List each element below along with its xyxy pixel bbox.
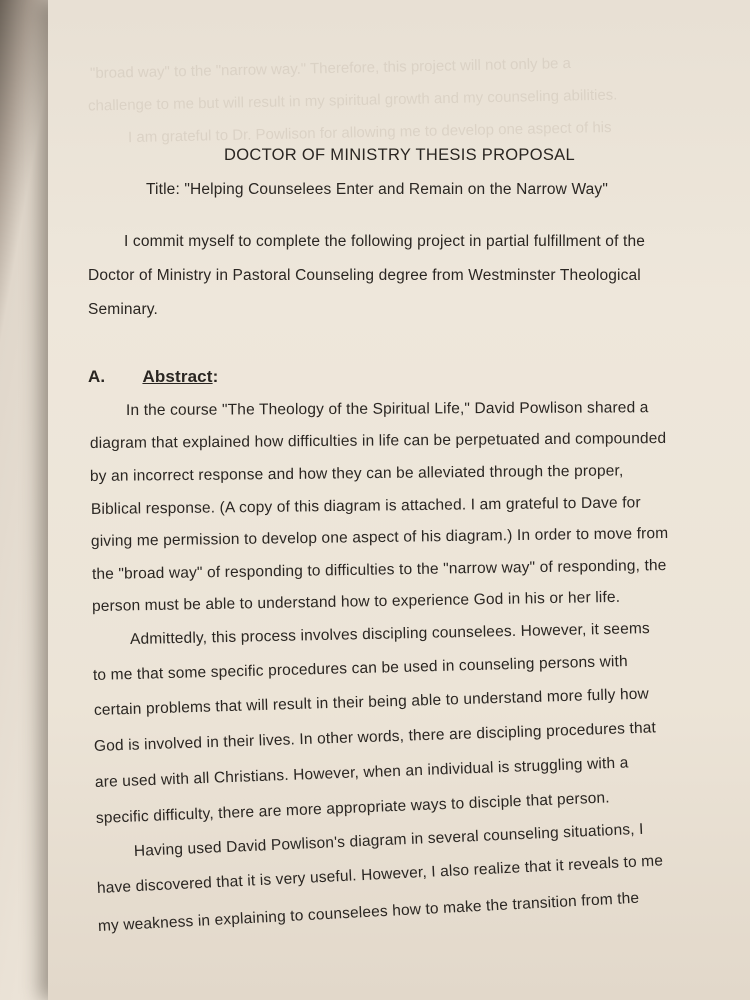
paragraph-line: certain problems that will result in their being able to understand more fully how [93, 685, 650, 719]
section-heading [88, 367, 218, 387]
section-colon: : [212, 367, 219, 386]
paragraph-line: have discovered that it is very useful. However, I also realize that it reveals to me [96, 852, 664, 897]
paragraph-line: Having used David Powlison's diagram in several counseling situations, I [133, 820, 644, 860]
paragraph-line: In the course "The Theology of the Spiritual Life," David Powlison shared a [125, 399, 649, 419]
paragraph-line: are used with all Christians. However, when an individual is struggling with a [94, 754, 629, 791]
paragraph-line: my weakness in explaining to counselees how to make the transition from the [97, 889, 640, 935]
document-heading: DOCTOR OF MINISTRY THESIS PROPOSAL [224, 146, 575, 164]
paragraph-line: by an incorrect response and how they can be alleviated through the proper, [89, 462, 624, 485]
paragraph-line: specific difficulty, there are more appropriate ways to disciple that person. [95, 789, 611, 827]
paragraph-line: to me that some specific procedures can be used in counseling persons with [92, 652, 628, 684]
paragraph-line: diagram that explained how difficulties in life can be perpetuated and compounded [89, 429, 667, 452]
paragraph-line: God is involved in their lives. In other words, there are discipling procedures that [93, 719, 657, 755]
section-letter: A. [88, 367, 106, 386]
paragraph-line: giving me permission to develop one aspect of his diagram.) In order to move from [90, 524, 669, 550]
bleed-through-line: challenge to me but will result in my spiritual growth and my counseling abilities. [87, 86, 618, 115]
paragraph-line: Admittedly, this process involves discipling counselees. However, it seems [129, 620, 651, 648]
document-title: Title: "Helping Counselees Enter and Remain on the Narrow Way" [146, 181, 608, 198]
intro-line: I commit myself to complete the following project in partial fulfillment of the [124, 233, 645, 250]
bleed-through-line: I am grateful to Dr. Powlison for allowing me to develop one aspect of his [127, 118, 612, 147]
paragraph-line: Biblical response. (A copy of this diagram is attached. I am grateful to Dave for [90, 494, 641, 518]
intro-line: Seminary. [88, 301, 158, 318]
paragraph-line: the "broad way" of responding to difficulties to the "narrow way" of responding, the [91, 556, 667, 583]
bleed-through-line: "broad way" to the "narrow way." Therefore, this project will not only be a [89, 54, 572, 83]
intro-line: Doctor of Ministry in Pastoral Counseling degree from Westminster Theological [88, 267, 641, 284]
section-title: Abstract [142, 367, 213, 386]
paragraph-line: person must be able to understand how to experience God in his or her life. [91, 588, 621, 615]
